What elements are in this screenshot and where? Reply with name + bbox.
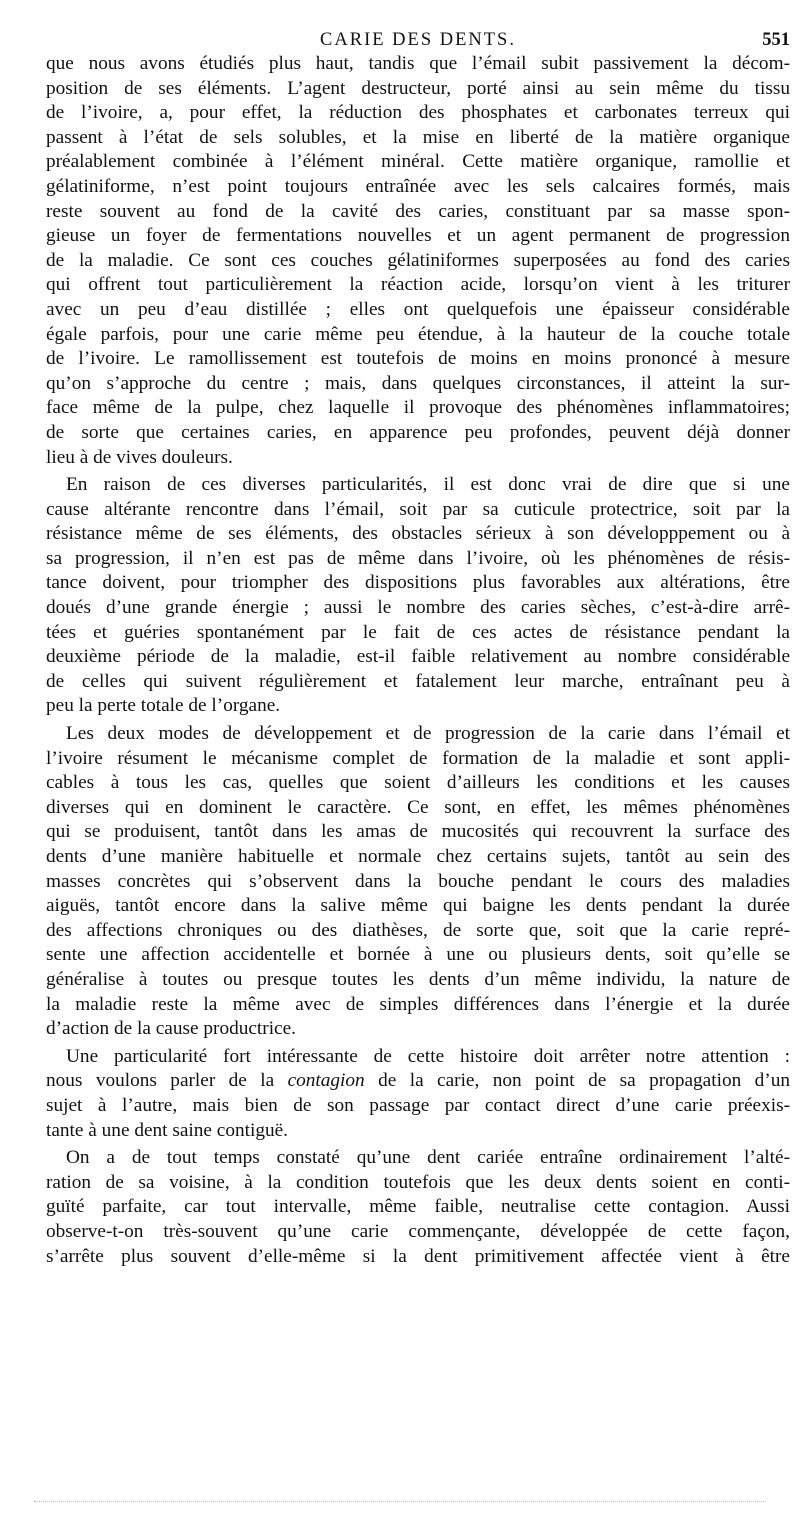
text-line: s’arrête plus souvent d’elle-même si la dent primitivement affectée vient à être xyxy=(46,1245,790,1267)
text-line: Une particularité fort intéressante de cette histoire doit arrêter notre attention : xyxy=(66,1045,790,1067)
text-line: des affections chroniques ou des diathèses, de sorte que, soit que la carie repré- xyxy=(46,919,790,941)
text-line: cause altérante rencontre dans l’émail, soit par sa cuticule protectrice, soit par la xyxy=(46,498,790,520)
page-number: 551 xyxy=(762,30,790,50)
text-line: d’action de la cause productrice. xyxy=(46,1018,296,1040)
text-line: dents d’une manière habituelle et normale chez certains sujets, tantôt au sein des xyxy=(46,846,790,867)
paragraph xyxy=(46,1146,790,1269)
text-line: sa progression, il n’en est pas de même dans l’ivoire, où les phénomènes de résis- xyxy=(46,547,790,569)
text-line: qu’on s’approche du centre ; mais, dans quelques circonstances, il atteint la sur- xyxy=(46,372,790,394)
text-line: l’ivoire résument le mécanisme complet de formation de la maladie et sont appli- xyxy=(46,747,790,769)
text-line: position de ses éléments. L’agent destructeur, porté ainsi au sein même du tissu xyxy=(46,77,790,99)
text-line: égale parfois, pour une carie même peu étendue, à la hauteur de la couche totale xyxy=(46,323,790,345)
text-line: reste souvent au fond de la cavité des caries, constituant par sa masse spon- xyxy=(46,200,790,222)
text-line: préalablement combinée à l’élément minéral. Cette matière organique, ramollie et xyxy=(46,151,790,173)
text-line: deuxième période de la maladie, est-il faible relativement au nombre considérable xyxy=(46,646,790,668)
paragraph xyxy=(46,52,790,470)
text-line: observe-t-on très-souvent qu’une carie commençante, développée de cette façon, xyxy=(46,1220,790,1242)
text-line: tante à une dent saine contiguë. xyxy=(46,1119,288,1141)
text-line: On a de tout temps constaté qu’une dent cariée entraîne ordinairement l’alté- xyxy=(66,1147,790,1169)
paragraph xyxy=(46,473,790,719)
body-text xyxy=(46,52,790,1269)
paragraph xyxy=(46,1045,790,1143)
text-line: En raison de ces diverses particularités, il est donc vrai de dire que si une xyxy=(66,474,790,496)
text-line: gélatiniforme, n’est point toujours entraînée avec les sels calcaires formés, mais xyxy=(46,175,790,197)
text-line: doués d’une grande énergie ; aussi le nombre des caries sèches, c’est-à-dire arrê- xyxy=(46,597,790,619)
text-line: sujet à l’autre, mais bien de son passage par contact direct d’une carie préexis- xyxy=(46,1094,790,1116)
text-line: peu la perte totale de l’organe. xyxy=(46,695,281,717)
text-line: ration de sa voisine, à la condition toutefois que les deux dents soient en conti- xyxy=(46,1171,790,1193)
italic-term: contagion xyxy=(287,1070,365,1092)
text-line: la maladie reste la même avec de simples différences dans l’énergie et la durée xyxy=(46,993,790,1015)
text-line: nous voulons parler de la contagion de la carie, non point de sa propagation d’un xyxy=(46,1070,790,1092)
running-title: CARIE DES DENTS. xyxy=(320,30,516,50)
text-line: avec un peu d’eau distillée ; elles ont quelquefois une épaisseur considérable xyxy=(46,298,790,320)
text-line: qui se produisent, tantôt dans les amas de mucosités qui recouvrent la surface des xyxy=(46,821,790,843)
text-line: généralise à toutes ou presque toutes les dents d’un même individu, la nature de xyxy=(46,968,790,990)
text-line: Les deux modes de développement et de progression de la carie dans l’émail et xyxy=(66,723,790,745)
text-line: qui offrent tout particulièrement la réaction acide, lorsqu’on vient à les triturer xyxy=(46,274,790,296)
running-head xyxy=(46,22,790,52)
text-line: sente une affection accidentelle et bornée à une ou plusieurs dents, soit qu’elle se xyxy=(46,944,790,966)
text-line: de la maladie. Ce sont ces couches gélatiniformes superposées au fond des caries xyxy=(46,249,790,271)
text-line: masses concrètes qui s’observent dans la bouche pendant le cours des maladies xyxy=(46,870,790,892)
text-line: guïté parfaite, car tout intervalle, même faible, neutralise cette contagion. Aussi xyxy=(46,1196,790,1218)
text-line: tance doivent, pour triompher des dispositions plus favorables aux altérations, être xyxy=(46,572,790,594)
text-line: aiguës, tantôt encore dans la salive même qui baigne les dents pendant la durée xyxy=(46,895,790,917)
text-line: de celles qui suivent régulièrement et fatalement leur marche, entraînant peu à xyxy=(46,670,790,692)
text-line: cables à tous les cas, quelles que soient d’ailleurs les conditions et les causes xyxy=(46,772,790,794)
text-line: de sorte que certaines caries, en apparence peu profondes, peuvent déjà donner xyxy=(46,421,790,443)
text-line: gieuse un foyer de fermentations nouvelles et un agent permanent de progression xyxy=(46,225,790,247)
text-line: de l’ivoire, a, pour effet, la réduction des phosphates et carbonates terreux qui xyxy=(46,102,790,124)
text-line: tées et guéries spontanément par le fait de ces actes de résistance pendant la xyxy=(46,621,790,643)
text-line: que nous avons étudiés plus haut, tandis que l’émail subit passivement la décom- xyxy=(46,53,790,74)
text-line: passent à l’état de sels solubles, et la mise en liberté de la matière organique xyxy=(46,126,790,148)
bottom-rule xyxy=(34,1501,764,1502)
paragraph xyxy=(46,722,790,1042)
text-line: lieu à de vives douleurs. xyxy=(46,446,233,468)
book-page xyxy=(46,22,790,1269)
text-line: face même de la pulpe, chez laquelle il provoque des phénomènes inflammatoires; xyxy=(46,397,790,419)
text-line: résistance même de ses éléments, des obstacles sérieux à son développpement ou à xyxy=(46,523,790,545)
text-line: de l’ivoire. Le ramollissement est toutefois de moins en moins prononcé à mesure xyxy=(46,348,790,370)
text-line: diverses qui en dominent le caractère. Ce sont, en effet, les mêmes phénomènes xyxy=(46,796,790,818)
